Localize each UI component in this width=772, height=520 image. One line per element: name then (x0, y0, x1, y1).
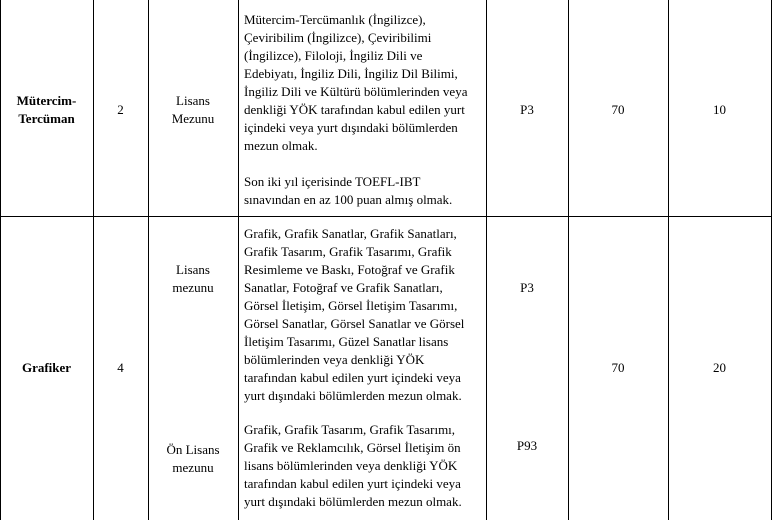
requirement-text (244, 225, 480, 405)
column-divider-3 (238, 0, 239, 520)
score-type: P93 (516, 438, 538, 453)
position-title-line: Tercüman (18, 111, 75, 126)
requirement-line: mezun olmak. (244, 138, 318, 153)
education-level-line: Lisans (176, 93, 210, 108)
requirement-text-associate (244, 421, 480, 511)
requirement-line: Edebiyatı, İngiliz Dili, İngiliz Dil Bilimi, (244, 66, 458, 81)
education-level-line: Lisans (176, 262, 210, 277)
column-divider-1 (93, 0, 94, 520)
position-title: Grafiker (21, 360, 72, 375)
requirement-line: Mütercim-Tercümanlık (İngilizce), (244, 12, 426, 27)
column-divider-6 (668, 0, 669, 520)
education-level-line: mezunu (172, 460, 214, 475)
education-level (148, 92, 238, 128)
quota: 10 (713, 102, 726, 117)
education-level-line: Ön Lisans (166, 442, 220, 457)
requirement-line: İngiliz Dili ve Kültürü bölümlerinden veya (244, 84, 468, 99)
requirement-line: denkliği YÖK tarafından kabul edilen yurt (244, 102, 465, 117)
requirement-line: Grafik, Grafik Tasarım, Grafik Tasarımı, (244, 422, 456, 437)
requirement-line: lisans bölümlerinden veya denkliği YÖK (244, 458, 458, 473)
education-level (148, 441, 238, 477)
requirement-line: İletişim Tasarımı, Güzel Sanatlar lisans (244, 334, 449, 349)
requirement-line: içindeki veya yurt dışındaki bölümlerden (244, 120, 458, 135)
requirement-line: Resimleme ve Baskı, Fotoğraf ve Grafik (244, 262, 455, 277)
requirement-line: tarafından kabul edilen yurt içindeki veya (244, 476, 461, 491)
requirement-line: bölümlerinden veya denkliği YÖK (244, 352, 425, 367)
column-divider-5 (568, 0, 569, 520)
requirement-line: Görsel Sanatlar, Görsel Sanatlar ve Görsel (244, 316, 465, 331)
requirement-line: Görsel İletişim, Görsel İletişim Tasarımı, (244, 298, 458, 313)
position-title (0, 92, 93, 128)
education-level (148, 261, 238, 297)
score-type: P3 (520, 280, 534, 295)
requirement-line: Çeviribilim (İngilizce), Çeviribilimi (244, 30, 432, 45)
requirement-line: Grafik Tasarım, Grafik Tasarımı, Grafik (244, 244, 452, 259)
requirement-line: sınavından en az 100 puan almış olmak. (244, 192, 453, 207)
requirement-text (244, 11, 480, 155)
requirement-text-extra (244, 173, 480, 209)
requirement-line: yurt dışındaki bölümlerden mezun olmak. (244, 494, 462, 509)
quota: 20 (713, 360, 726, 375)
requirement-line: Grafik ve Reklamcılık, Görsel İletişim ön (244, 440, 461, 455)
education-level-line: mezunu (172, 280, 214, 295)
requirement-line: Son iki yıl içerisinde TOEFL-IBT (244, 174, 421, 189)
table-border-left (0, 0, 1, 520)
requirement-line: yurt dışındaki bölümlerden mezun olmak. (244, 388, 462, 403)
position-count: 4 (117, 360, 124, 375)
education-level-line: Mezunu (171, 111, 215, 126)
minimum-score: 70 (611, 102, 625, 117)
position-title-line: Mütercim- (16, 93, 77, 108)
position-count: 2 (117, 102, 124, 117)
requirement-line: tarafından kabul edilen yurt içindeki veya (244, 370, 461, 385)
requirement-line: Grafik, Grafik Sanatlar, Grafik Sanatları, (244, 226, 457, 241)
score-type: P3 (520, 102, 534, 117)
requirement-line: (İngilizce), Filoloji, İngiliz Dili ve (244, 48, 423, 63)
requirement-line: Sanatlar, Fotoğraf ve Grafik Sanatları, (244, 280, 443, 295)
minimum-score: 70 (611, 360, 625, 375)
row-divider (0, 216, 772, 217)
